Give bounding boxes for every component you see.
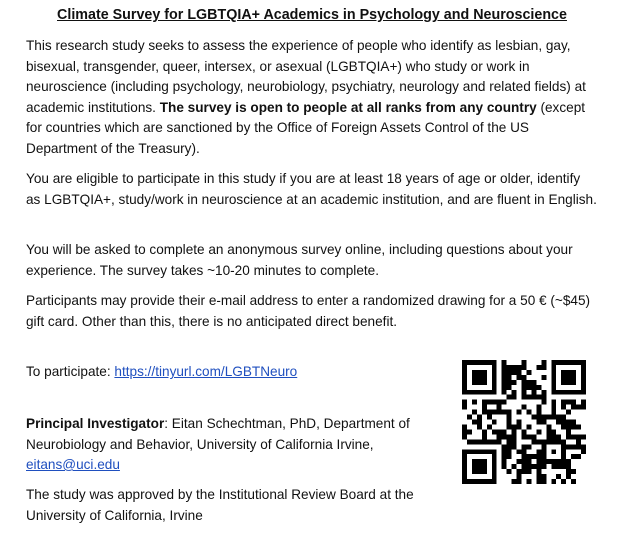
intro-text: This research study seeks to assess the experience of people who identify as lesbian, gay, bisexual, transgender, queer, intersex, or asexual (LGBTQIA+) who study or work in neuroscience (including psychology, neurobiology, psychiatry, neurology and related fields) at academic institutions. <box>26 38 586 115</box>
investigator-label: Principal Investigator <box>26 416 165 431</box>
survey-paragraph: You will be asked to complete an anonymous survey online, including questions about your experience. The survey takes ~10-20 minutes to complete. <box>26 242 573 278</box>
eligibility-paragraph: You are eligible to participate in this study if you are at least 18 years of age or older, identify as LGBTQIA+, study/work in neuroscience at an academic institution, and are fluent in English. <box>26 171 597 207</box>
incentive-paragraph: Participants may provide their e-mail address to enter a randomized drawing for a 50 € (~$45) gift card. Other than this, there is no anticipated direct benefit. <box>26 293 591 329</box>
qr-code-icon[interactable] <box>462 360 586 484</box>
intro-paragraph <box>26 36 598 159</box>
investigator-details: : Eitan Schechtman, PhD, Department of Neurobiology and Behavior, University of California Irvine, <box>26 416 410 452</box>
participate-line <box>26 362 297 383</box>
investigator-email-link[interactable]: eitans@uci.edu <box>26 457 120 472</box>
intro-bold-text: The survey is open to people at all ranks from any country <box>159 99 537 115</box>
intro-text-end: (except for countries which are sanctioned by the Office of Foreign Assets Control of the US Department of the Treasury). <box>26 99 586 156</box>
survey-link[interactable]: https://tinyurl.com/LGBTNeuro <box>114 364 298 379</box>
page-title: Climate Survey for LGBTQIA+ Academics in Psychology and Neuroscience <box>57 7 567 23</box>
participate-label: To participate: <box>26 364 115 379</box>
irb-statement: The study was approved by the Institutional Review Board at the University of California, Irvine <box>26 487 414 523</box>
investigator-block <box>26 414 446 476</box>
